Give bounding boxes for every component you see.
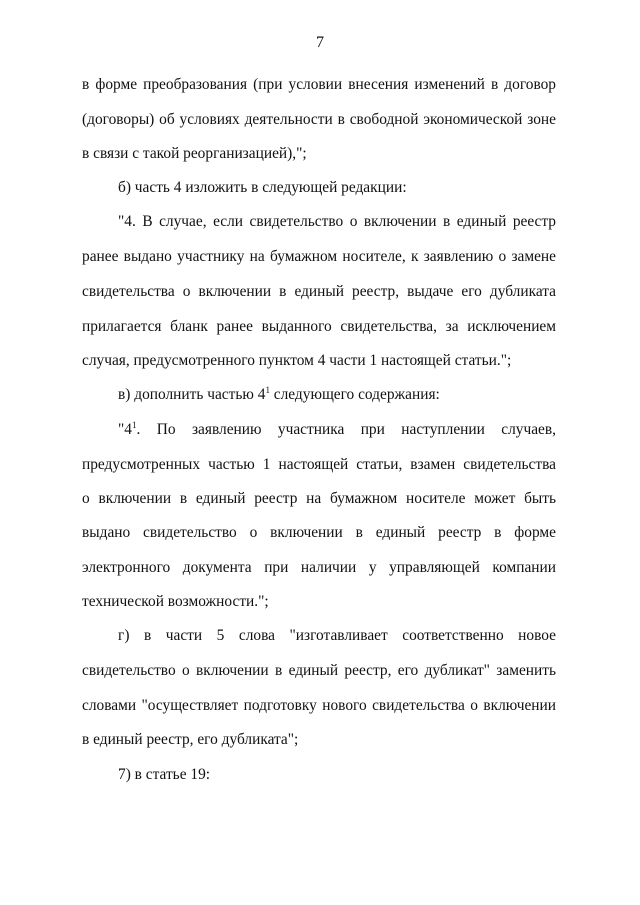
text-line: "4. В случае, если свидетельство о включении в единый реестр	[118, 213, 556, 230]
text-fragment: в) дополнить частью 4	[118, 386, 266, 403]
text-line: выдано свидетельство о включении в единый реестр в форме	[82, 524, 556, 541]
text-fragment: "4	[118, 421, 132, 438]
text-line: предусмотренных частью 1 настоящей статьи, взамен свидетельства	[82, 456, 556, 473]
page-number: 7	[316, 34, 324, 51]
text-line: в связи с такой реорганизацией),";	[82, 145, 307, 162]
text-fragment: . По заявлению участника при наступлении случаев,	[136, 421, 556, 438]
text-line	[118, 421, 556, 439]
text-line: технической возможности.";	[82, 593, 269, 610]
text-fragment: следующего содержания:	[269, 386, 440, 403]
superscript: 1	[265, 385, 270, 395]
text-line: свидетельства о включении в единый реестр, выдаче его дубликата	[82, 283, 556, 300]
text-line: в форме преобразования (при условии внесения изменений в договор	[82, 76, 556, 93]
text-line: в единый реестр, его дубликата";	[82, 731, 299, 748]
text-line: (договоры) об условиях деятельности в свободной экономической зоне	[82, 111, 556, 128]
text-line: свидетельство о включении в единый реестр, его дубликат" заменить	[82, 662, 556, 679]
superscript: 1	[131, 420, 137, 430]
text-line: б) часть 4 изложить в следующей редакции:	[118, 179, 407, 196]
text-line: 7) в статье 19:	[118, 766, 211, 783]
text-line: г) в части 5 слова "изготавливает соответственно новое	[118, 627, 556, 644]
text-line	[118, 386, 556, 404]
text-line: электронного документа при наличии у управляющей компании	[82, 559, 556, 576]
text-line: словами "осуществляет подготовку нового свидетельства о включении	[82, 697, 556, 714]
text-line: о включении в единый реестр на бумажном носителе может быть	[82, 490, 556, 507]
text-line: случая, предусмотренного пунктом 4 части 1 настоящей статьи.";	[82, 352, 512, 369]
text-line: прилагается бланк ранее выданного свидетельства, за исключением	[82, 318, 556, 335]
text-line: ранее выдано участнику на бумажном носителе, к заявлению о замене	[82, 248, 556, 265]
